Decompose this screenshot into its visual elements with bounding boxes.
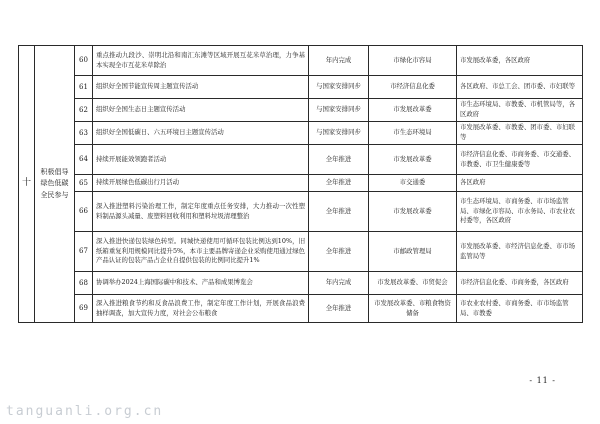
lead-unit-cell: 市发展改革委、市贸促会 [369, 272, 457, 295]
task-cell: 组织好全国节能宣传周主题宣传活动 [93, 76, 309, 99]
row-number: 60 [75, 46, 93, 76]
lead-unit-cell: 市发展改革委 [369, 99, 457, 122]
task-cell: 组织好全国生态日主题宣传活动 [93, 99, 309, 122]
row-number: 67 [75, 232, 93, 272]
page-number: - 11 - [529, 376, 556, 385]
table-row [19, 295, 583, 323]
table-row [19, 99, 583, 122]
coop-unit-cell: 各区政府 [457, 175, 583, 192]
task-cell: 深入推进塑料污染治理工作，制定年度重点任务安排，大力推动一次性塑料制品源头减量、废塑料回收利用和塑料垃圾清理整治 [93, 192, 309, 232]
watermark: tanguanli.org.cn [6, 404, 164, 419]
lead-unit-cell: 市绿化市容局 [369, 46, 457, 76]
time-cell: 年内完成 [309, 272, 369, 295]
row-number: 65 [75, 175, 93, 192]
table-row [19, 145, 583, 175]
coop-unit-cell: 各区政府、市总工会、团市委、市妇联等 [457, 76, 583, 99]
time-cell: 全年推进 [309, 145, 369, 175]
task-cell: 深入推进快递包装绿色转型。同城快递使用可循环包装比例达到10%，旧纸箱重复利用规模同比提升5%，本市主要品牌寄递企业采购使用通过绿色产品认证的包装产品占企业自提供包装的比例同比提升1% [93, 232, 309, 272]
table-row [19, 122, 583, 145]
time-cell: 与国家安排同步 [309, 99, 369, 122]
row-number: 66 [75, 192, 93, 232]
coop-unit-cell: 市经济信息化委、市商务委，各区政府 [457, 272, 583, 295]
coop-unit-cell: 市生态环境局、市教委、市机管局等，各区政府 [457, 99, 583, 122]
lead-unit-cell: 市发展改革委、市粮食物资储备 [369, 295, 457, 323]
coop-unit-cell: 市发展改革委，各区政府 [457, 46, 583, 76]
section-number: 十 [19, 46, 35, 323]
task-table [18, 45, 583, 323]
task-cell: 持续开展能效领跑者活动 [93, 145, 309, 175]
table-row [19, 232, 583, 272]
table-row [19, 272, 583, 295]
table-row [19, 76, 583, 99]
row-number: 61 [75, 76, 93, 99]
table-row [19, 175, 583, 192]
time-cell: 全年推进 [309, 175, 369, 192]
table-row [19, 46, 583, 76]
coop-unit-cell: 市发展改革委、市经济信息化委、市市场监管局等 [457, 232, 583, 272]
row-number: 64 [75, 145, 93, 175]
lead-unit-cell: 市发展改革委 [369, 145, 457, 175]
row-number: 62 [75, 99, 93, 122]
time-cell: 年内完成 [309, 46, 369, 76]
time-cell: 全年推进 [309, 192, 369, 232]
coop-unit-cell: 市发展改革委、市教委、团市委、市妇联等 [457, 122, 583, 145]
row-number: 63 [75, 122, 93, 145]
coop-unit-cell: 市生态环境局、市商务委、市市场监管局、市绿化市容局、市水务局、市农业农村委等，各区政府 [457, 192, 583, 232]
task-cell: 深入推进粮食节约和反食品浪费工作，制定年度工作计划，开展食品浪费抽样调查，加大宣传力度，对社会公布粮食 [93, 295, 309, 323]
coop-unit-cell: 市经济信息化委、市商务委、市交通委、市教委、市卫生健康委等 [457, 145, 583, 175]
lead-unit-cell: 市邮政管理局 [369, 232, 457, 272]
time-cell: 全年推进 [309, 295, 369, 323]
task-cell: 组织好全国低碳日、六五环境日主题宣传活动 [93, 122, 309, 145]
task-cell: 协调举办2024上海国际碳中和技术、产品和成果博览会 [93, 272, 309, 295]
lead-unit-cell: 市经济信息化委 [369, 76, 457, 99]
time-cell: 全年推进 [309, 232, 369, 272]
coop-unit-cell: 市农业农村委、市商务委、市市场监管局、市教委 [457, 295, 583, 323]
task-cell: 重点推动九段沙、崇明北沿和南汇东滩等区域开展互花米草治理，力争基本实现全市互花米草除治 [93, 46, 309, 76]
lead-unit-cell: 市生态环境局 [369, 122, 457, 145]
lead-unit-cell: 市交通委 [369, 175, 457, 192]
time-cell: 与国家安排同步 [309, 76, 369, 99]
row-number: 69 [75, 295, 93, 323]
time-cell: 与国家安排同步 [309, 122, 369, 145]
row-number: 68 [75, 272, 93, 295]
task-cell: 持续开展绿色低碳出行月活动 [93, 175, 309, 192]
section-category: 积极倡导绿色低碳全民参与 [35, 46, 75, 323]
lead-unit-cell: 市发展改革委 [369, 192, 457, 232]
table-row [19, 192, 583, 232]
